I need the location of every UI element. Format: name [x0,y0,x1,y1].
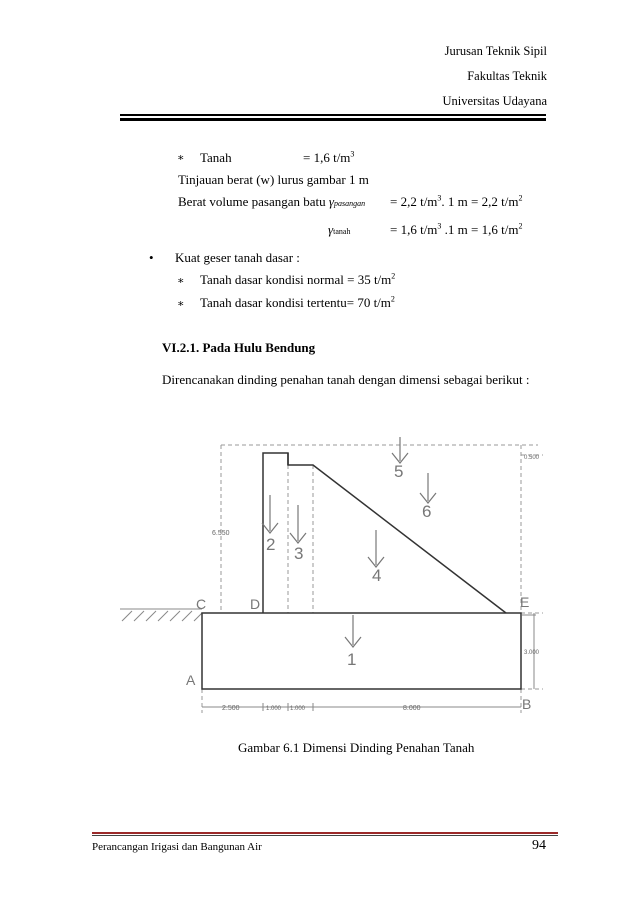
ground-hatch [120,609,202,621]
bullet-asterisk: ∗ [177,298,185,310]
dim-1000-a: 1.000 [266,706,282,712]
kondisi-tertentu-text: Tanah dasar kondisi tertentu= 70 $t/m^2$ [200,294,395,310]
gamma-tanah-symbol: γtanah [328,222,351,237]
load-5-label: 5 [394,462,404,481]
wall-outline [202,453,521,689]
dim-2500: 2.500 [222,705,240,712]
header-faculty: Fakultas Teknik [467,69,547,83]
dim-8000: 8.000 [403,705,421,712]
pasangan-equation: = 2,2 $t/m^3$. 1 m = 2,2 $t/m^2$ [390,193,523,209]
tanah-value: = 1,6 $t/m^3$ [303,149,355,165]
header-university: Universitas Udayana [442,94,547,108]
footer-rule-dark [92,835,558,836]
load-3-label: 3 [294,544,304,563]
figure-caption: Gambar 6.1 Dimensi Dinding Penahan Tanah [238,740,475,755]
tanah-equation: = 1,6 $t/m^3$ .1 m = 1,6 $t/m^2$ [390,221,523,237]
bullet-asterisk: ∗ [177,275,185,287]
header-rule-thin [120,114,546,116]
height-dimension: 6.550 [212,530,230,537]
section-title: VI.2.1. Pada Hulu Bendung [162,340,316,355]
point-A-label: A [186,672,196,688]
load-6-label: 6 [422,502,432,521]
kondisi-normal-text: Tanah dasar kondisi normal = 35 $t/m^2$ [200,271,396,287]
point-C-label: C [196,596,207,612]
header-department: Jurusan Teknik Sipil [444,44,547,58]
load-2-label: 2 [266,535,276,554]
bullet-dot: • [149,250,154,265]
tinjauan-text: Tinjauan berat (w) lurus gambar 1 m [178,172,369,187]
bullet-asterisk: ∗ [177,152,185,164]
berat-volume-text: Berat volume pasangan batu γpasangan [178,194,366,209]
point-B-label: B [522,696,532,712]
bottom-dimension-line [202,703,521,711]
tanah-label: Tanah [200,150,232,165]
footer-title: Perancangan Irigasi dan Bangunan Air [92,841,262,853]
point-D-label: D [250,596,261,612]
load-1-label: 1 [347,650,357,669]
kuat-geser-text: Kuat geser tanah dasar : [175,250,300,265]
top-dimension: 0.500 [524,455,540,461]
intro-text: Direncanakan dinding penahan tanah dengan dimensi sebagai berikut : [162,372,530,387]
load-4-label: 4 [372,566,382,585]
point-E-label: E [520,594,530,610]
retaining-wall-figure [118,435,550,720]
base-dimension: 3.000 [524,650,540,656]
dim-1000-b: 1.000 [290,706,306,712]
page-number: 94 [532,838,546,853]
footer-rule-red [92,832,558,834]
header-rule-thick [120,118,546,121]
